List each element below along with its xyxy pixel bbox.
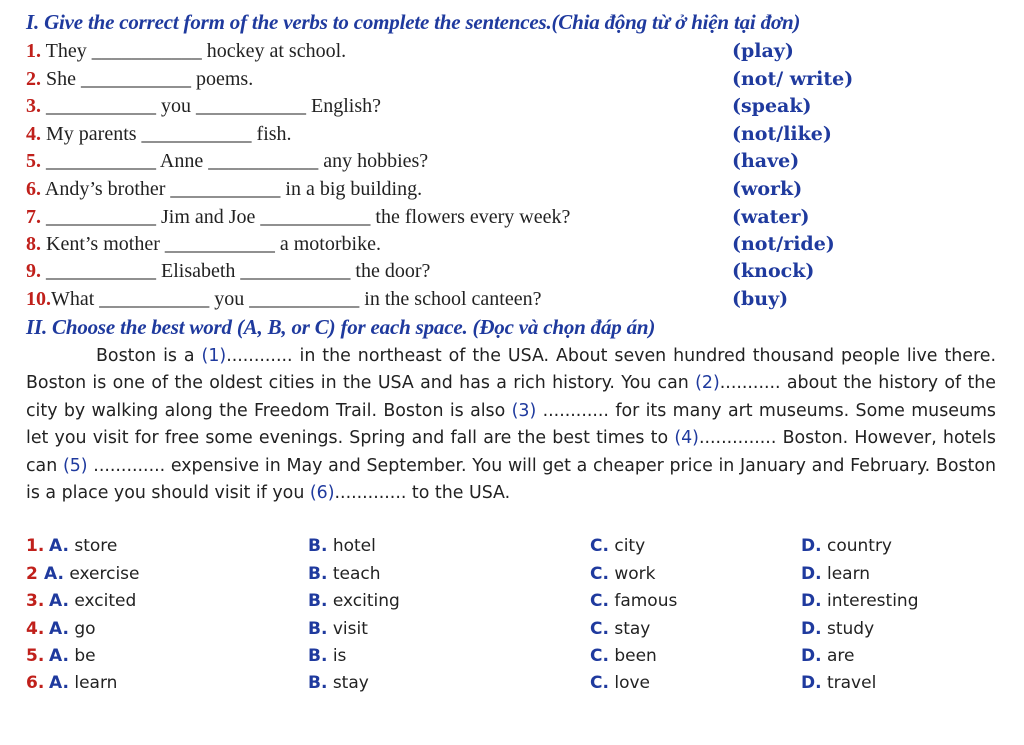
item-verb: (have) xyxy=(732,150,800,172)
exercise1-item xyxy=(26,40,1006,67)
item-verb: (play) xyxy=(732,40,794,62)
option-a: A. excited xyxy=(49,591,137,611)
question-number: 2 xyxy=(26,564,38,584)
item-number: 8. xyxy=(26,233,41,255)
exercise1-item xyxy=(26,95,1006,122)
item-verb: (not/ride) xyxy=(732,233,835,255)
exercise1-item xyxy=(26,206,1006,233)
gap-marker: (6) xyxy=(309,483,335,504)
item-number: 3. xyxy=(26,95,41,117)
item-number: 2. xyxy=(26,68,41,90)
item-number: 9. xyxy=(26,260,41,282)
option-d: D. travel xyxy=(801,673,877,693)
question-number: 4. xyxy=(26,619,45,639)
question-number: 5. xyxy=(26,646,45,666)
option-c: C. love xyxy=(590,673,650,693)
option-b: B. exciting xyxy=(308,591,400,611)
question-row xyxy=(26,673,1006,700)
gap-marker: (3) xyxy=(511,400,537,421)
option-b: B. visit xyxy=(308,619,368,639)
item-number: 7. xyxy=(26,206,41,228)
question-row xyxy=(26,646,1006,673)
gap-marker: (5) xyxy=(62,455,88,476)
item-sentence: She ___________ poems. xyxy=(41,68,254,90)
option-d: D. interesting xyxy=(801,591,919,611)
question-row xyxy=(26,536,1006,563)
option-b: B. teach xyxy=(308,564,381,584)
option-b: B. is xyxy=(308,646,347,666)
option-d: D. learn xyxy=(801,564,871,584)
item-sentence: They ___________ hockey at school. xyxy=(41,40,347,62)
item-number: 4. xyxy=(26,123,41,145)
option-d: D. study xyxy=(801,619,875,639)
gap-marker: (1) xyxy=(201,346,227,366)
item-sentence: My parents ___________ fish. xyxy=(41,123,292,145)
item-sentence: Andy’s brother ___________ in a big building. xyxy=(41,178,423,200)
item-sentence: What ___________ you ___________ in the school canteen? xyxy=(51,288,542,310)
exercise1-item xyxy=(26,260,1006,287)
item-verb: (water) xyxy=(732,206,810,228)
passage-paragraph: Boston is a (1)............ in the northeast of the USA. About seven hundred thousand people live there. Boston is one of the oldest cities in the USA and has a rich history. You can (2)........... about the history of the city by walking along the Freedom Trail. Boston is also (3) ............ for its many art museums. Some museums let you visit for free some evenings. Spring and fall are the best times to (4).............. Boston. However, hotels can (5) ............. expensive in May and September. You will get a cheaper price in January and February. Boston is a place you should visit if you (6)............. to the USA. xyxy=(26,346,997,504)
option-c: C. work xyxy=(590,564,656,584)
option-d: D. are xyxy=(801,646,855,666)
exercise1-item xyxy=(26,68,1006,95)
item-number: 1. xyxy=(26,40,41,62)
item-sentence: ___________ Anne ___________ any hobbies? xyxy=(41,150,429,172)
item-verb: (not/ write) xyxy=(732,68,854,90)
exercise1-item xyxy=(26,288,1006,315)
option-c: C. city xyxy=(590,536,646,556)
exercise1-item xyxy=(26,123,1006,150)
item-verb: (work) xyxy=(732,178,803,200)
exercise1-item xyxy=(26,178,1006,205)
item-number: 6. xyxy=(26,178,41,200)
exercise1-item xyxy=(26,150,1006,177)
item-verb: (buy) xyxy=(732,288,789,310)
question-number: 1. xyxy=(26,536,45,556)
question-number: 6. xyxy=(26,673,45,693)
item-number: 10. xyxy=(26,288,51,310)
item-sentence: ___________ Jim and Joe ___________ the flowers every week? xyxy=(41,206,571,228)
option-c: C. been xyxy=(590,646,657,666)
item-number: 5. xyxy=(26,150,41,172)
exercise1-heading: I. Give the correct form of the verbs to complete the sentences.(Chia động từ ở hiện tại đơn) xyxy=(26,10,801,34)
option-b: B. hotel xyxy=(308,536,376,556)
reading-passage xyxy=(26,343,996,507)
option-a: A. go xyxy=(49,619,96,639)
gap-marker: (4) xyxy=(674,428,699,449)
item-sentence: ___________ Elisabeth ___________ the door? xyxy=(41,260,431,282)
option-a: A. store xyxy=(49,536,118,556)
option-d: D. country xyxy=(801,536,892,556)
question-row xyxy=(26,619,1006,646)
question-number: 3. xyxy=(26,591,45,611)
question-row xyxy=(26,564,1006,591)
item-verb: (not/like) xyxy=(732,123,832,145)
option-c: C. stay xyxy=(590,619,651,639)
item-sentence: ___________ you ___________ English? xyxy=(41,95,381,117)
question-row xyxy=(26,591,1006,618)
exercise1-item xyxy=(26,233,1006,260)
option-a: A. learn xyxy=(49,673,118,693)
item-sentence: Kent’s mother ___________ a motorbike. xyxy=(41,233,381,255)
item-verb: (knock) xyxy=(732,260,815,282)
option-c: C. famous xyxy=(590,591,678,611)
item-verb: (speak) xyxy=(732,95,812,117)
option-a: A. be xyxy=(49,646,96,666)
option-b: B. stay xyxy=(308,673,369,693)
gap-marker: (2) xyxy=(695,373,720,394)
exercise2-heading: II. Choose the best word (A, B, or C) for each space. (Đọc và chọn đáp án) xyxy=(26,315,656,339)
option-a: A. exercise xyxy=(44,564,140,584)
